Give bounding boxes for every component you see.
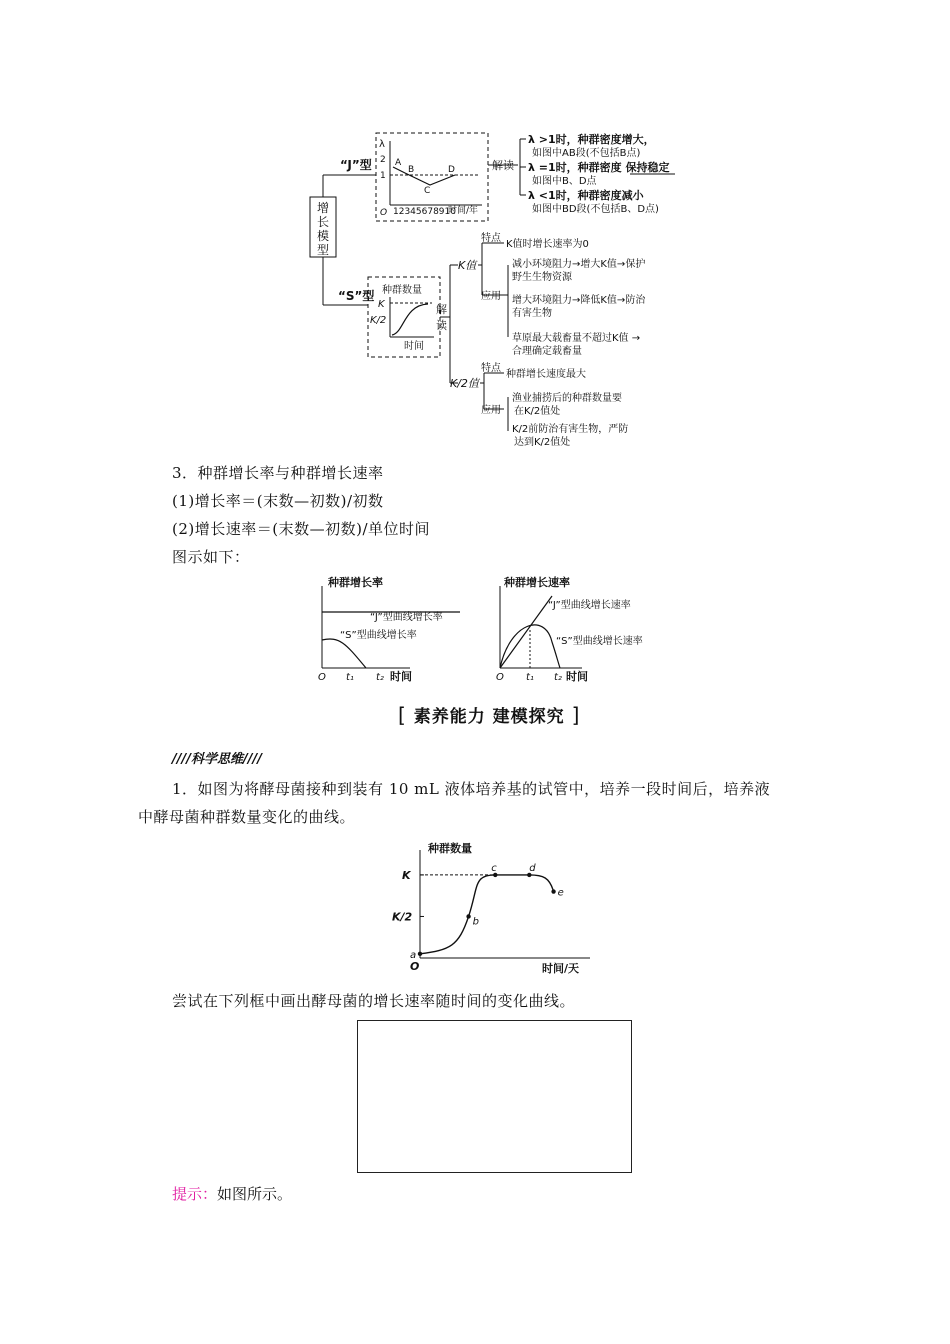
k2-app-2a: K/2前防治有害生物，严防 [512, 424, 629, 435]
j-chart-origin: O [380, 208, 388, 218]
j-chart-x-ticks: 12345678910 [393, 207, 456, 217]
j-chart-x-label: 时间/年 [448, 206, 479, 216]
q1-line2: 中酵母菌种群数量变化的曲线。 [138, 808, 356, 826]
speed-origin: O [496, 672, 504, 683]
q1-prompt: 尝试在下列框中画出酵母菌的增长速率随时间的变化曲线。 [172, 992, 576, 1010]
yeast-tick-k: K [402, 868, 411, 882]
k-app-3a: 草原最大载畜量不超过K值 → [512, 333, 641, 344]
s-interpret-1: 解 [436, 303, 447, 316]
yeast-point-label-e: e [557, 887, 564, 899]
yeast-origin: O [410, 960, 420, 973]
formula-growth-rate: (1)增长率＝(末数—初数)/初数 [172, 492, 384, 510]
item-3-heading: 3．种群增长率与种群增长速率 [172, 464, 384, 482]
j-point-b: B [408, 165, 415, 175]
j-point-a: A [395, 158, 402, 168]
k-app-3b: 合理确定载畜量 [512, 346, 582, 357]
drawing-answer-box[interactable] [357, 1020, 632, 1173]
k2-app-1a: 渔业捕捞后的种群数量要 [512, 393, 622, 404]
k-app-2b: 有害生物 [512, 308, 552, 319]
j-point-d: D [448, 165, 455, 175]
rate-j-label: “J”型曲线增长率 [370, 612, 443, 623]
s-interpret-2: 读 [436, 319, 447, 332]
speed-t1: t₁ [526, 672, 534, 683]
speed-x-label: 时间 [566, 670, 588, 683]
j-item-1-sub: 如图中AB段(不包括B点) [532, 148, 641, 159]
rate-y-label: 种群增长率 [328, 576, 383, 589]
j-chart-tick-1: 1 [380, 171, 386, 181]
q1-line1: 1．如图为将酵母菌接种到装有 10 mL 液体培养基的试管中，培养一段时间后，培养液 [172, 780, 771, 798]
speed-y-label: 种群增长速率 [504, 576, 570, 589]
yeast-y-label: 种群数量 [428, 842, 472, 855]
banner-right-bracket: ] [571, 703, 581, 727]
s-chart-k: K [378, 299, 385, 310]
s-chart-k2: K/2 [370, 315, 387, 326]
root-char-4: 型 [316, 243, 330, 257]
k-feature-text: K值时增长速率为0 [506, 239, 589, 250]
growth-rate-chart [310, 572, 490, 684]
root-char-1: 增 [316, 201, 330, 215]
rate-s-label: “S”型曲线增长率 [340, 630, 417, 641]
yeast-population-chart [390, 838, 600, 978]
k-feature-tag: 特点 [481, 233, 501, 244]
hint [172, 1183, 292, 1204]
k2-app-1b: 在K/2值处 [514, 406, 561, 417]
speed-j-label: “J”型曲线增长速率 [548, 600, 631, 611]
rate-origin: O [318, 672, 326, 683]
hint-label: 提示： [172, 1185, 218, 1203]
j-chart-tick-2: 2 [380, 155, 386, 165]
rate-t1: t₁ [346, 672, 354, 683]
j-point-c: C [424, 186, 431, 196]
root-char-2: 长 [316, 215, 330, 229]
hint-text: 如图所示。 [217, 1185, 293, 1203]
speed-s-label: “S”型曲线增长速率 [556, 636, 643, 647]
root-char-3: 模 [316, 229, 330, 243]
k2-apply-tag: 应用 [481, 405, 501, 416]
s-chart-x-label: 时间 [404, 341, 424, 352]
growth-speed-chart [490, 572, 680, 684]
k2-app-2b: 达到K/2值处 [514, 437, 571, 448]
j-interpret-label: 解读 [492, 159, 514, 172]
s-branch-label: “S”型 [338, 289, 375, 303]
yeast-point-b [466, 914, 470, 918]
rate-x-label: 时间 [390, 670, 412, 683]
diagram-intro: 图示如下： [172, 548, 250, 566]
k-app-1a: 减小环境阻力→增大K值→保护 [512, 259, 646, 270]
j-chart-y-axis: λ [379, 139, 385, 150]
yeast-point-label-d: d [529, 862, 536, 874]
yeast-point-label-c: c [491, 862, 497, 874]
yeast-population-curve [420, 875, 554, 954]
k-app-1b: 野生生物资源 [512, 272, 572, 283]
j-item-3-sub: 如图中BD段(不包括B、D点) [532, 204, 659, 215]
s-chart-y-label: 种群数量 [382, 285, 422, 296]
k-app-2a: 增大环境阻力→降低K值→防治 [512, 295, 646, 306]
yeast-point-a [418, 952, 422, 956]
banner-left-bracket: [ [398, 703, 407, 727]
science-thinking-tag: ////科学思维//// [172, 752, 262, 767]
j-item-2-sub: 如图中B、D点 [532, 176, 597, 187]
j-item-1-main: λ >1时，种群密度增大， [528, 133, 655, 146]
yeast-tick-k2: K/2 [392, 910, 413, 924]
speed-t2: t₂ [554, 672, 562, 683]
k-apply-tag: 应用 [481, 291, 501, 302]
j-item-3-main: λ <1时，种群密度减小 [528, 189, 644, 202]
k2-feature-text: 种群增长速度最大 [506, 369, 586, 380]
speed-j-line [500, 596, 552, 668]
yeast-x-label: 时间/天 [542, 962, 580, 975]
formula-growth-speed: (2)增长速率＝(末数—初数)/单位时间 [172, 520, 431, 538]
yeast-point-e [551, 889, 555, 893]
growth-model-mindmap [300, 125, 700, 460]
j-branch-label: “J”型 [340, 158, 372, 172]
yeast-point-label-b: b [472, 916, 479, 928]
k-value-label: K值 [458, 259, 477, 272]
yeast-point-label-a: a [410, 949, 417, 961]
j-item-2-main: λ =1时，种群密度 保持稳定 [528, 161, 670, 174]
rate-t2: t₂ [376, 672, 384, 683]
k2-value-label: K/2值 [450, 377, 479, 390]
rate-s-curve [322, 639, 366, 668]
k2-feature-tag: 特点 [481, 363, 501, 374]
section-banner [398, 702, 580, 727]
banner-title: 素养能力 建模探究 [413, 707, 565, 727]
